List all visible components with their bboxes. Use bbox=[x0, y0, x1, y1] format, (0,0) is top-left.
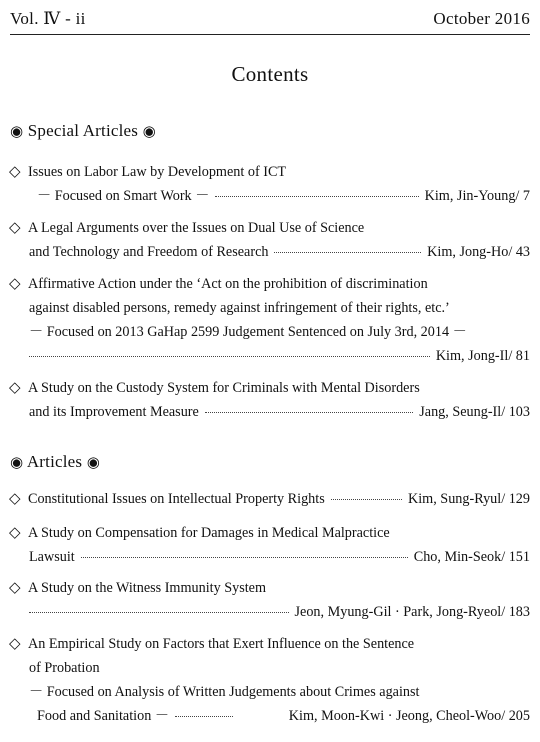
entry-author-page: Kim, Jin-Young/ 7 bbox=[424, 188, 530, 204]
entry-title-continued: and its Improvement Measure bbox=[29, 404, 199, 420]
entry-title-continued: Lawsuit bbox=[29, 549, 75, 565]
entry-author-page: Cho, Min-Seok/ 151 bbox=[413, 549, 530, 565]
section-marker-icon: ◉ bbox=[142, 124, 156, 140]
entry-author-page: Kim, Sung-Ryul/ 129 bbox=[407, 491, 530, 507]
dot-leader bbox=[331, 499, 402, 500]
dot-leader bbox=[274, 252, 421, 253]
volume-label: Vol. Ⅳ - ii bbox=[10, 9, 86, 28]
diamond-bullet-icon: ◇ bbox=[9, 164, 21, 180]
entry-title: An Empirical Study on Factors that Exert Influence on the Sentence bbox=[28, 636, 415, 652]
diamond-bullet-icon: ◇ bbox=[9, 636, 21, 652]
entry-title: Affirmative Action under the ‘Act on the prohibition of discrimination bbox=[28, 276, 428, 292]
entry-subtitle: － Focused on 2013 GaHap 2599 Judgement Sentenced on July 3rd, 2014 － bbox=[29, 324, 467, 340]
entry-subtitle: － Focused on Analysis of Written Judgements about Crimes against bbox=[29, 684, 420, 700]
section-heading-articles bbox=[10, 452, 100, 472]
issue-date: October 2016 bbox=[433, 9, 530, 28]
diamond-bullet-icon: ◇ bbox=[9, 220, 21, 236]
diamond-bullet-icon: ◇ bbox=[9, 525, 21, 541]
entry-author-page: Kim, Moon-Kwi · Jeong, Cheol-Woo/ 205 bbox=[288, 708, 530, 724]
entry-title-continued: and Technology and Freedom of Research bbox=[29, 244, 269, 260]
entry-subtitle-continued: Food and Sanitation － bbox=[37, 708, 170, 724]
section-marker-icon: ◉ bbox=[10, 455, 24, 471]
section-marker-icon: ◉ bbox=[10, 124, 24, 140]
diamond-bullet-icon: ◇ bbox=[9, 580, 21, 596]
page-title: Contents bbox=[231, 62, 309, 86]
entry-title: A Study on the Custody System for Criminals with Mental Disorders bbox=[28, 380, 420, 396]
dot-leader bbox=[29, 356, 430, 357]
diamond-bullet-icon: ◇ bbox=[9, 276, 21, 292]
dot-leader bbox=[29, 612, 289, 613]
running-header bbox=[10, 10, 530, 35]
entry-author-page: Jang, Seung-Il/ 103 bbox=[419, 404, 530, 420]
entry-leader-line bbox=[37, 708, 530, 724]
entry-author-page: Jeon, Myung-Gil · Park, Jong-Ryeol/ 183 bbox=[294, 604, 530, 620]
entry-title: Constitutional Issues on Intellectual Property Rights bbox=[28, 491, 325, 507]
entry-leader-line bbox=[29, 404, 530, 420]
entry-leader-line bbox=[29, 549, 530, 565]
section-label: Articles bbox=[26, 452, 83, 471]
entry-author-page: Kim, Jong-Ho/ 43 bbox=[427, 244, 530, 260]
entry-subtitle: － Focused on Smart Work － bbox=[37, 188, 210, 204]
entry-leader-line bbox=[29, 244, 530, 260]
section-label: Special Articles bbox=[27, 121, 139, 140]
dot-leader bbox=[175, 716, 233, 717]
entry-author-page: Kim, Jong-Il/ 81 bbox=[435, 348, 530, 364]
section-marker-icon: ◉ bbox=[86, 455, 100, 471]
diamond-bullet-icon: ◇ bbox=[9, 491, 21, 507]
dot-leader bbox=[215, 196, 418, 197]
entry-leader-line bbox=[29, 348, 530, 364]
entry-title-continued: against disabled persons, remedy against infringement of their rights, etc.’ bbox=[29, 300, 450, 316]
diamond-bullet-icon: ◇ bbox=[9, 380, 21, 396]
dot-leader bbox=[81, 557, 408, 558]
section-heading-special-articles bbox=[10, 121, 156, 141]
entry-title-continued: of Probation bbox=[29, 660, 100, 676]
entry-leader-line bbox=[37, 188, 530, 204]
dot-leader bbox=[205, 412, 413, 413]
entry-leader-line bbox=[29, 604, 530, 620]
entry-title: A Legal Arguments over the Issues on Dual Use of Science bbox=[28, 220, 365, 236]
entry-leader-line bbox=[28, 491, 530, 507]
entry-title: A Study on Compensation for Damages in Medical Malpractice bbox=[28, 525, 390, 541]
entry-title: Issues on Labor Law by Development of ICT bbox=[28, 164, 287, 180]
entry-title: A Study on the Witness Immunity System bbox=[28, 580, 266, 596]
